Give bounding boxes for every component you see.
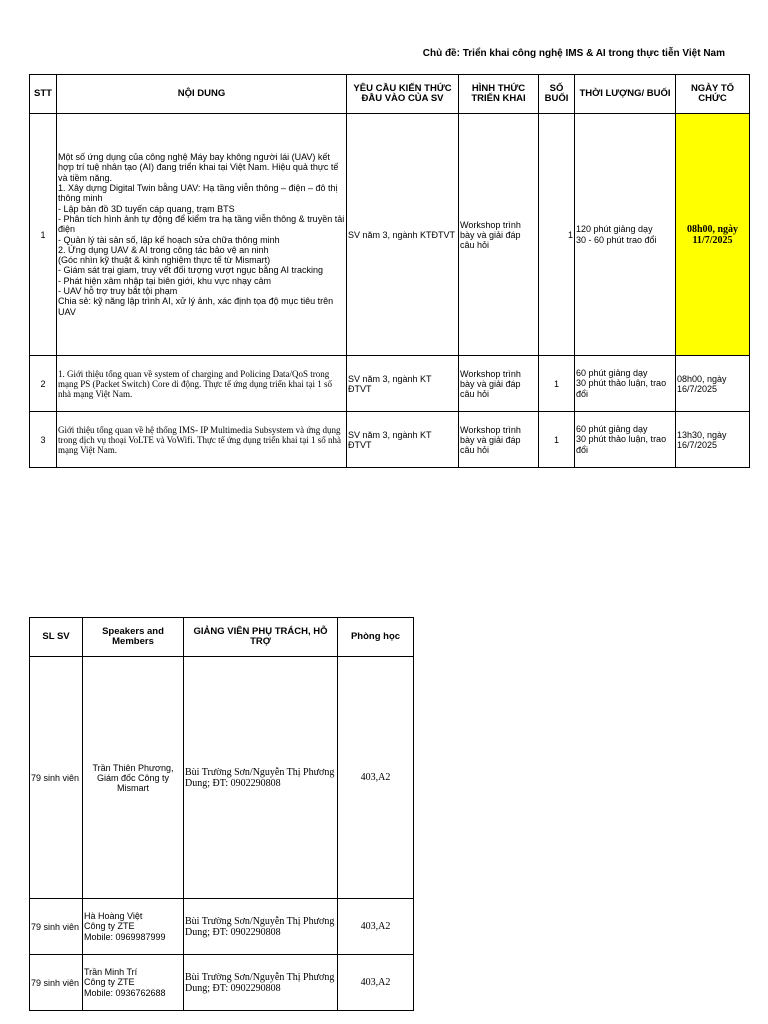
row-students: 79 sinh viên bbox=[30, 955, 83, 1011]
row-format: Workshop trình bày và giải đáp câu hỏi bbox=[459, 356, 539, 412]
row-lecturer: Bùi Trường Sơn/Nguyễn Thị Phương Dung; ĐT: 0902290808 bbox=[184, 899, 338, 955]
header-requirement: YÊU CẦU KIẾN THỨC ĐẦU VÀO CỦA SV bbox=[347, 75, 459, 114]
header-lecturer: GIẢNG VIÊN PHỤ TRÁCH, HỖ TRỢ bbox=[184, 618, 338, 657]
header-content: NỘI DUNG bbox=[57, 75, 347, 114]
table-row bbox=[30, 899, 414, 955]
row-duration: 60 phút giảng dạy 30 phút thảo luận, trao đổi bbox=[575, 356, 676, 412]
header-date: NGÀY TỔ CHỨC bbox=[676, 75, 750, 114]
row-requirement: SV năm 3, ngành KT ĐTVT bbox=[347, 356, 459, 412]
row-date: 13h30, ngày 16/7/2025 bbox=[676, 412, 750, 468]
header-students: SL SV bbox=[30, 618, 83, 657]
row-lecturer: Bùi Trường Sơn/Nguyễn Thị Phương Dung; ĐT: 0902290808 bbox=[184, 657, 338, 899]
header-duration: THỜI LƯỢNG/ BUỔI bbox=[575, 75, 676, 114]
table-row bbox=[30, 412, 750, 468]
table-row bbox=[30, 955, 414, 1011]
row-date-highlighted: 08h00, ngày 11/7/2025 bbox=[676, 114, 750, 356]
row-stt: 1 bbox=[30, 114, 57, 356]
row-sessions: 1 bbox=[539, 114, 575, 356]
row-content: Giới thiệu tổng quan về hệ thống IMS- IP Multimedia Subsystem và ứng dụng trong dịch vụ thoại VoLTE và VoWifi. Thực tế ứng dụng triển khai tại 1 số nhà mạng Việt Nam. bbox=[57, 412, 347, 468]
row-room: 403,A2 bbox=[338, 657, 414, 899]
row-room: 403,A2 bbox=[338, 899, 414, 955]
row-date: 08h00, ngày 16/7/2025 bbox=[676, 356, 750, 412]
row-sessions: 1 bbox=[539, 412, 575, 468]
header-format: HÌNH THỨC TRIỂN KHAI bbox=[459, 75, 539, 114]
table-row bbox=[30, 356, 750, 412]
row-content: 1. Giới thiệu tổng quan về system of charging and Policing Data/QoS trong mạng PS (Packet Switch) Core di động. Thực tế ứng dụng triển khai tại 1 số nhà mạng Việt Nam. bbox=[57, 356, 347, 412]
row-stt: 2 bbox=[30, 356, 57, 412]
row-duration: 60 phút giảng dạy 30 phút thảo luận, trao đổi bbox=[575, 412, 676, 468]
header-speakers: Speakers and Members bbox=[83, 618, 184, 657]
schedule-table bbox=[29, 74, 750, 468]
row-content: Một số ứng dụng của công nghệ Máy bay không người lái (UAV) kết hợp trí tuệ nhân tạo (AI) đang triển khai tại Việt Nam. Hiệu quả thực tế và tiềm năng. 1. Xây dựng Digital Twin bằng UAV: Hạ tầng viễn thông – điện – đô thị thông minh - Lập bản đồ 3D tuyến cáp quang, trạm BTS - Phân tích hình ảnh tự động để kiểm tra hạ tầng viễn thông & truyền tải điện - Quản lý tài sản số, lập kế hoạch sửa chữa thông minh 2. Ứng dụng UAV & AI trong công tác bảo vệ an ninh (Góc nhìn kỹ thuật & kinh nghiệm thực tế từ Mismart) - Giám sát trại giam, truy vết đối tượng vượt ngục bằng AI tracking - Phát hiện xâm nhập tại biên giới, khu vực nhạy cảm - UAV hỗ trợ truy bắt tội phạm Chia sẻ: kỹ năng lập trình AI, xử lý ảnh, xác định tọa độ mục tiêu trên UAV bbox=[57, 114, 347, 356]
schedule-header-row bbox=[30, 75, 750, 114]
row-room: 403,A2 bbox=[338, 955, 414, 1011]
speakers-header-row bbox=[30, 618, 414, 657]
row-speakers: Trần Thiên Phương, Giám đốc Công ty Mismart bbox=[83, 657, 184, 899]
header-sessions: SỐ BUỔI bbox=[539, 75, 575, 114]
table-row bbox=[30, 657, 414, 899]
table-row bbox=[30, 114, 750, 356]
speakers-table bbox=[29, 617, 414, 1011]
header-stt: STT bbox=[30, 75, 57, 114]
row-students: 79 sinh viên bbox=[30, 657, 83, 899]
row-duration: 120 phút giảng dạy 30 - 60 phút trao đổi bbox=[575, 114, 676, 356]
row-lecturer: Bùi Trường Sơn/Nguyễn Thị Phương Dung; ĐT: 0902290808 bbox=[184, 955, 338, 1011]
row-format: Workshop trình bày và giải đáp câu hỏi bbox=[459, 412, 539, 468]
row-sessions: 1 bbox=[539, 356, 575, 412]
row-requirement: SV năm 3, ngành KT ĐTVT bbox=[347, 412, 459, 468]
row-speakers: Trần Minh Trí Công ty ZTE Mobile: 0936762688 bbox=[83, 955, 184, 1011]
row-format: Workshop trình bày và giải đáp câu hỏi bbox=[459, 114, 539, 356]
header-room: Phòng học bbox=[338, 618, 414, 657]
row-students: 79 sinh viên bbox=[30, 899, 83, 955]
row-stt: 3 bbox=[30, 412, 57, 468]
row-requirement: SV năm 3, ngành KTĐTVT bbox=[347, 114, 459, 356]
document-topic: Chủ đề: Triển khai công nghệ IMS & AI trong thực tiễn Việt Nam bbox=[422, 48, 725, 59]
row-speakers: Hà Hoàng Việt Công ty ZTE Mobile: 0969987999 bbox=[83, 899, 184, 955]
